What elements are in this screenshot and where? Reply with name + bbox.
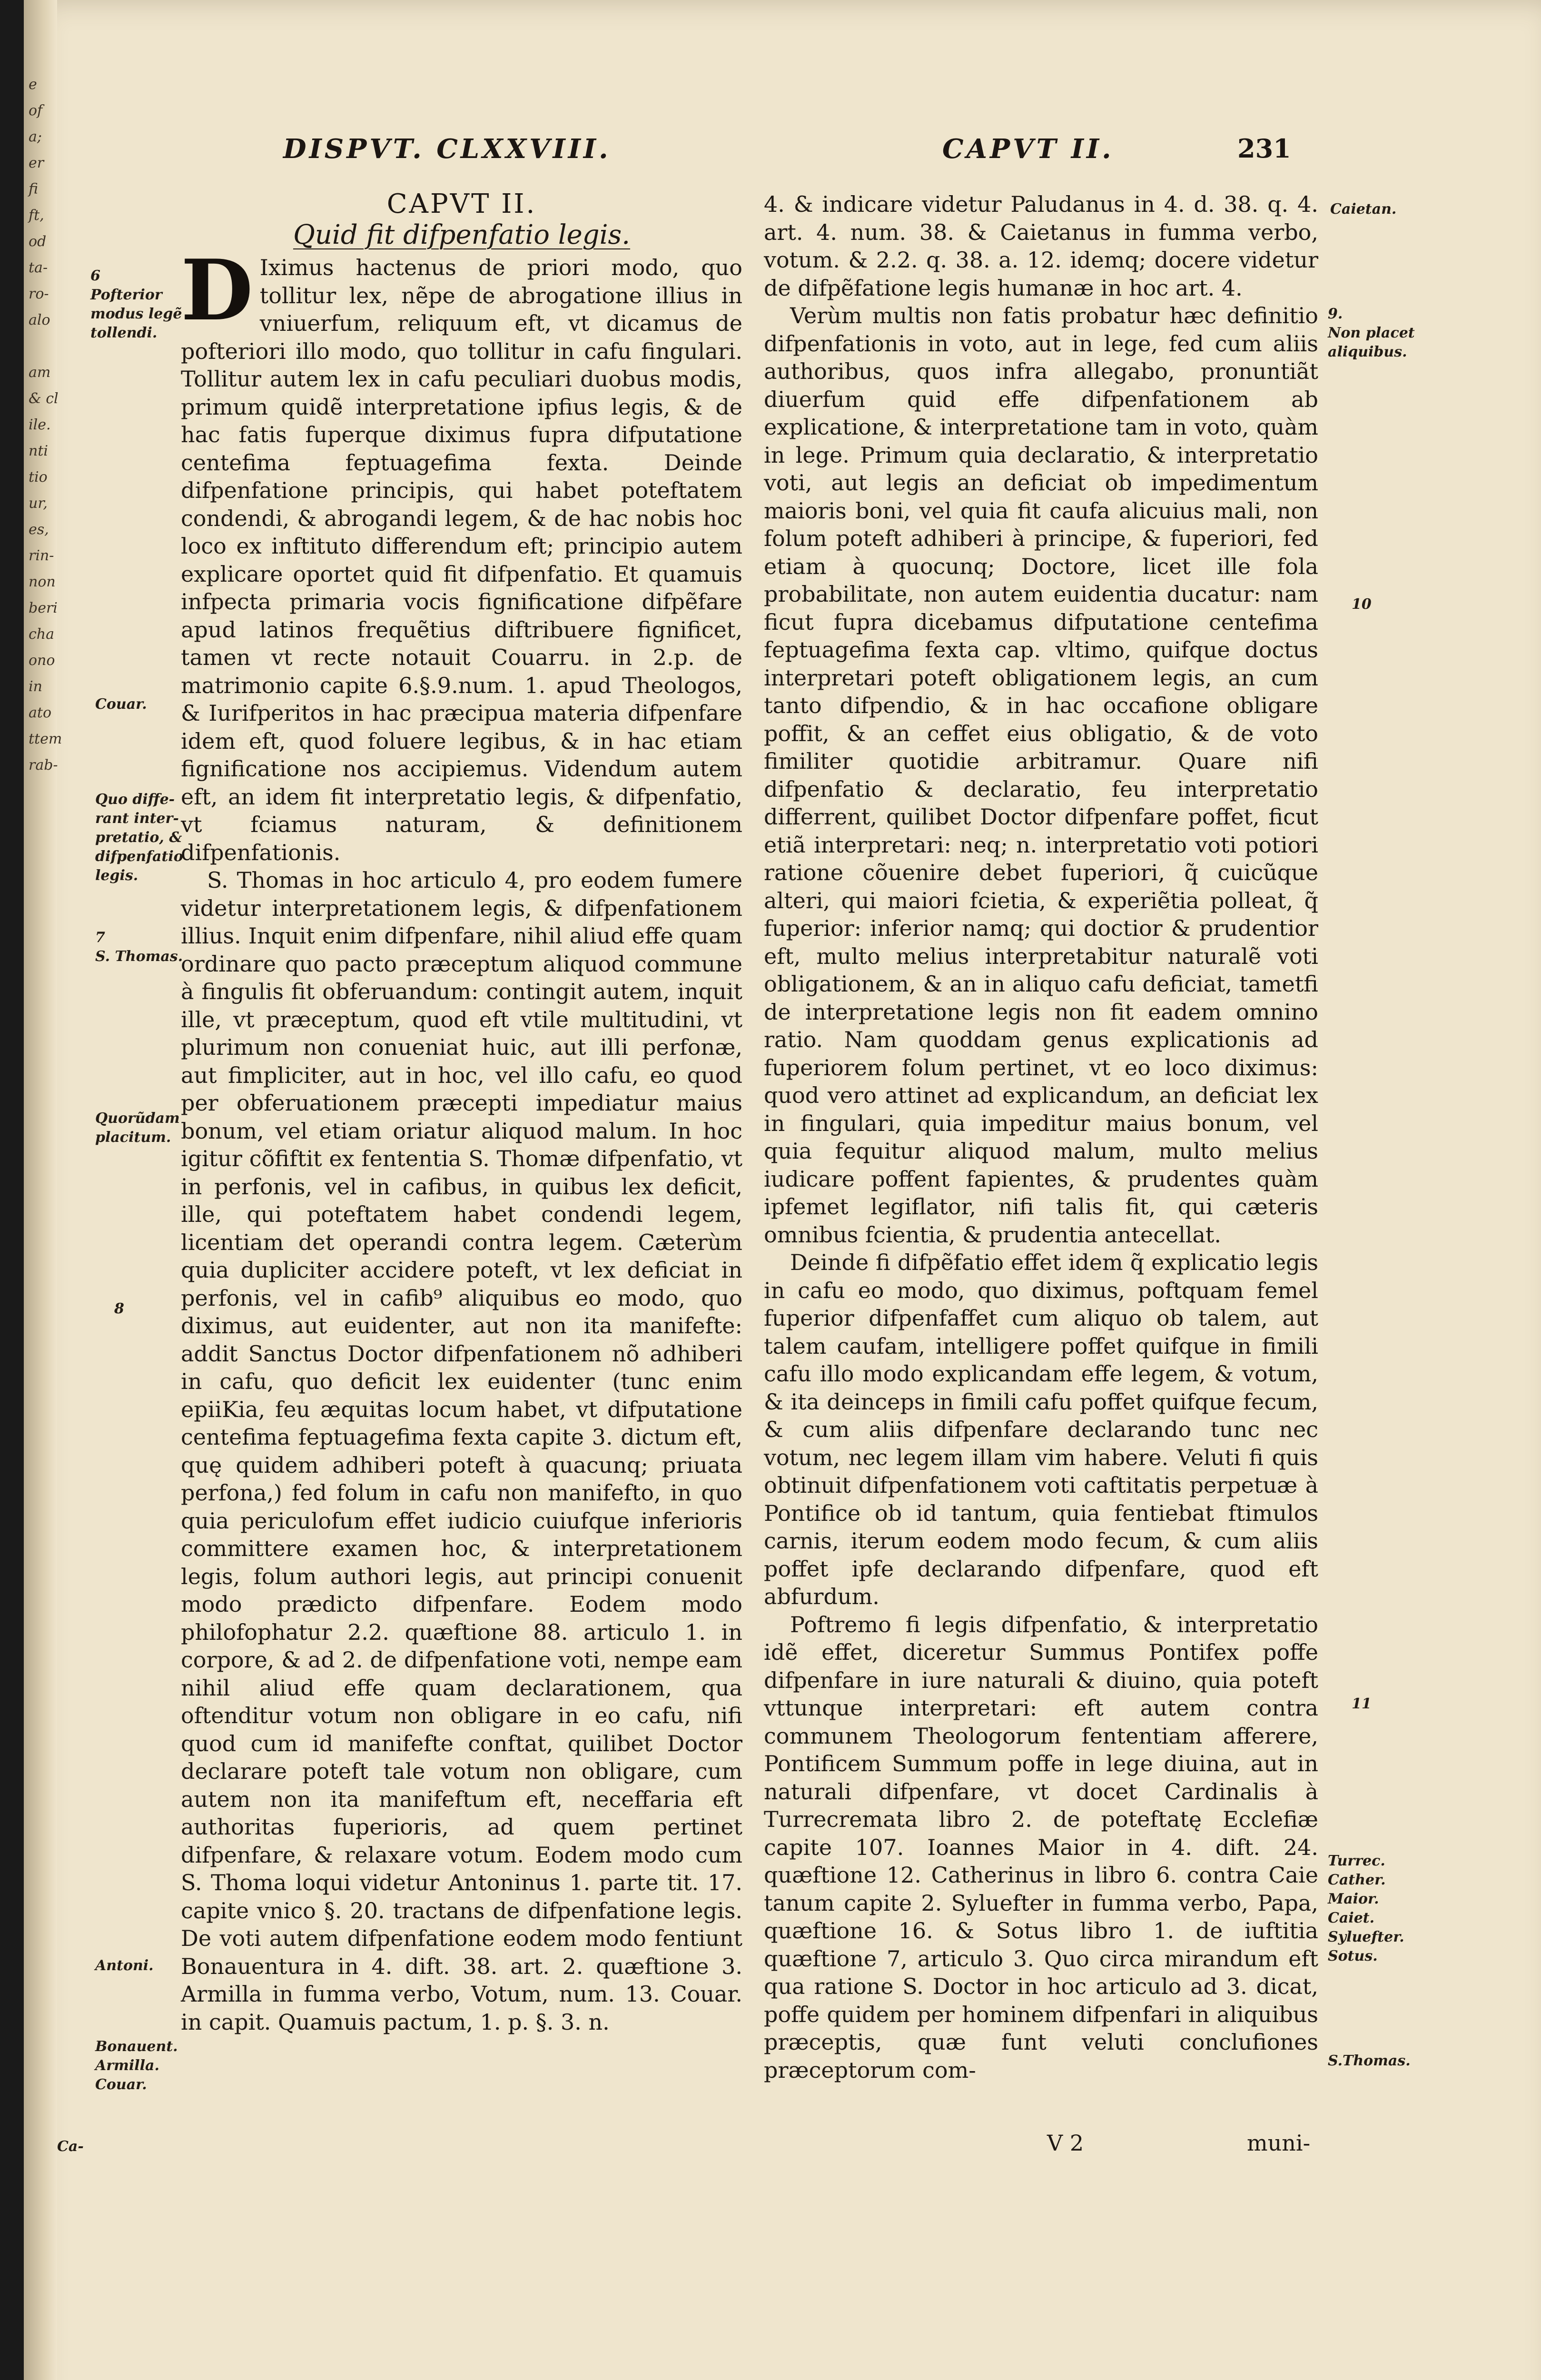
catchword: muni- — [1247, 2130, 1311, 2156]
margin-note: 6 Pofterior modus legẽ tollendi. — [90, 268, 182, 341]
margin-note: S.Thomas. — [1328, 2053, 1411, 2069]
previous-page-fragment: am — [29, 364, 51, 381]
chapter-title: CAPVT II. — [386, 188, 537, 219]
margin-note: 9. Non placet aliquibus. — [1328, 306, 1415, 360]
previous-page-fragment: nti — [29, 443, 48, 459]
previous-page-fragment: of — [29, 102, 43, 119]
previous-page-fragment: rin- — [29, 547, 54, 564]
previous-page-fragment: cha — [29, 626, 55, 643]
signature-mark: V 2 — [1047, 2130, 1084, 2156]
previous-page-fragment: fi — [29, 181, 39, 198]
running-header — [24, 133, 1541, 176]
right-paragraph-4: Poftremo fi legis difpenfatio, & interpretatio idẽ effet, diceretur Summus Pontifex poffe difpenfare in iure naturali & diuino, quia poteft vttunque interpretari: eft autem contra communem Theologorum fententiam afferere, Pontificem Summum poffe in lege diuina, aut in naturali difpenfare, vt docet Cardinalis à Turrecremata libro 2. de poteftatę Ecclefiæ capite 107. Ioannes Maior in 4. dift. 24. quæftione 12. Catherinus in libro 6. contra Caie tanum capite 2. Syluefter in fumma verbo, Papa, quæftione 16. & Sotus libro 1. de iuftitia quæftione 7, articulo 3. Quo circa mirandum eft qua ratione S. Doctor in hoc articulo ad 3. dicat, poffe quidem per hominem difpenfari in aliquibus præceptis, quæ funt veluti conclufiones præceptorum com- — [764, 1611, 1318, 2083]
margin-note: Couar. — [95, 696, 147, 713]
previous-page-fragment: e — [29, 76, 37, 93]
previous-page-fragment: ro- — [29, 286, 49, 302]
previous-page-edge-text — [29, 71, 62, 778]
margin-note: Quorũdam placitum. — [95, 1110, 180, 1146]
previous-page-fragment: od — [29, 233, 47, 250]
previous-page-fragment: beri — [29, 600, 58, 616]
margin-note: Turrec. Cather. Maior. Caiet. Syluefter. Sotus. — [1328, 1853, 1404, 1964]
chapter-subtitle: Quid fit difpenfatio legis. — [293, 219, 631, 250]
previous-page-fragment: es, — [29, 521, 49, 538]
margin-note: 7 S. Thomas. — [95, 929, 183, 965]
header-left: DISPVT. CLXXVIII. — [283, 133, 611, 165]
previous-page-fragment: non — [29, 574, 56, 590]
previous-page-fragment: in — [29, 678, 42, 695]
previous-page-fragment: & cl — [29, 390, 59, 407]
margin-note: 11 — [1352, 1696, 1372, 1712]
previous-page-fragment: ur, — [29, 495, 48, 512]
previous-page-fragment: er — [29, 155, 44, 171]
previous-page-fragment: tio — [29, 469, 48, 486]
right-column — [764, 190, 1318, 2084]
page-number: 231 — [1237, 133, 1291, 164]
previous-page-fragment — [29, 333, 55, 359]
margin-note: 8 — [114, 1300, 124, 1317]
previous-page-fragment: rab- — [29, 757, 58, 774]
book-page — [24, 0, 1541, 2380]
margin-note: Quo diffe- rant inter- pretatio, & difpenfatio legis. — [95, 791, 183, 884]
right-paragraph-1: 4. & indicare videtur Paludanus in 4. d. 38. q. 4. art. 4. num. 38. & Caietanus in fumma verbo, votum. & 2.2. q. 38. a. 12. idemq; docere videtur de difpẽfatione legis humanæ in hoc art. 4. — [764, 191, 1318, 301]
margin-note: Ca- — [57, 2138, 84, 2155]
right-paragraph-2: Verùm multis non fatis probatur hæc definitio difpenfationis in voto, aut in lege, fed cum aliis authoribus, quos infra allegabo, pronuntiãt diuerfum quid effe difpenfationem ab explicatione, & interpretatione tam in voto, quàm in lege. Primum quia declaratio, & interpretatio voti, aut legis an deficiat ob impedimentum maioris boni, vel quia fit caufa alicuius mali, non folum poteft adhiberi à principe, & fuperiori, fed etiam à quocunq; Doctore, licet ille fola probabilitate, non autem euidentia ducatur: nam ficut fupra dicebamus difputatione centefima feptuagefima fexta cap. vltimo, quifque doctus interpretari poteft obligationem legis, an cum tanto difpendio, & in hac occafione obligare poffit, & an ceffet eius obligatio, & de voto fimiliter quotidie arbitramur. Quare nifi difpenfatio & declaratio, feu interpretatio differrent, quilibet Doctor difpenfare poffet, ficut etiã interpretari: neq; n. interpretatio voti potiori ratione cõuenire debet fuperiori, q̃ cuicũque alteri, qui maiori fcietia, & experiẽtia polleat, q̃ fuperior: inferior namq; qui doctior & prudentior eft, multo melius interpretabitur naturalẽ voti obligationem, & an in aliquo cafu deficiat, tametfi de interpretatione legis non fit eadem omnino ratio. Nam quoddam genus explicationis ad fuperiorem folum pertinet, vt eo loco diximus: quod vero attinet ad explicandum, an deficiat lex in fingulari, quia impeditur maius bonum, vel quia fequitur aliquod malum, multo melius iudicare poffent fapientes, & prudentes quàm ipfemet legiflator, nifi talis fit, qui cæteris omnibus fcientia, & prudentia antecellat. — [764, 303, 1318, 1248]
previous-page-fragment: ft, — [29, 207, 44, 224]
previous-page-fragment: ato — [29, 704, 52, 721]
previous-page-fragment: alo — [29, 312, 50, 328]
previous-page-fragment: ono — [29, 652, 55, 669]
previous-page-fragment: ile. — [29, 416, 51, 433]
previous-page-fragment: ta- — [29, 259, 48, 276]
header-center: CAPVT II. — [942, 133, 1114, 165]
left-paragraph-2: S. Thomas in hoc articulo 4, pro eodem fumere videtur interpretationem legis, & difpenfationem illius. Inquit enim difpenfare, nihil aliud effe quam ordinare quo pacto præceptum aliquod commune à fingulis fit obferuandum: contingit autem, inquit ille, vt præceptum, quod eft vtile multitudini, vt plurimum non conueniat huic, aut illi perfonæ, aut fimpliciter, aut in hoc, vel illo cafu, eo quod per obferuationem præcepti impediatur maius bonum, vel etiam oriatur aliquod malum. In hoc igitur cõfiftit ex fententia S. Thomæ difpenfatio, vt in perfonis, vel in cafibus, in quibus lex deficit, ille, qui poteftatem habet condendi legem, licentiam det operandi contra legem. Cæterùm quia dupliciter accidere poteft, vt lex deficiat in perfonis, vel in cafib⁹ aliquibus eo modo, quo diximus, aut euidenter, aut non ita manifefte: addit Sanctus Doctor difpenfationem nõ adhiberi in cafu, quo deficit lex euidenter (tunc enim epiiKia, feu æquitas locum habet, vt difputatione centefima feptuagefima fexta capite 3. dictum eft, quę quidem adhiberi poteft à quacunq; priuata perfona,) fed folum in cafu non manifefto, in quo quia periculofum effet iudicio cuiufque inferioris committere examen hoc, & interpretationem legis, folum authori legis, aut principi conuenit modo prædicto difpenfare. Eodem modo philofophatur 2.2. quæftione 88. articulo 1. in corpore, & ad 2. de difpenfatione voti, nempe eam nihil aliud effe quam declarationem, qua oftenditur votum non obligare in eo cafu, nifi quod cum id manifefte conftat, quilibet Doctor declarare poteft tale votum non obligare, cum autem non ita manifeftum eft, neceffaria eft authoritas fuperioris, ad quem pertinet difpenfare, & relaxare votum. Eodem modo cum S. Thoma loqui videtur Antoninus 1. parte tit. 17. capite vnico §. 20. tractans de difpenfatione legis. De voti autem difpenfatione eodem modo fentiunt Bonauentura in 4. dift. 38. art. 2. quæftione 3. Armilla in fumma verbo, Votum, num. 13. Couar. in capit. Quamuis pactum, 1. p. §. 3. n. — [181, 867, 742, 2035]
margin-note: Bonauent. Armilla. Couar. — [95, 2038, 178, 2093]
margin-note: Caietan. — [1330, 201, 1397, 218]
right-paragraph-3: Deinde fi difpẽfatio effet idem q̃ explicatio legis in cafu eo modo, quo diximus, poftquam femel fuperior difpenfaffet cum aliquo ob talem, aut talem caufam, intelligere poffet quifque in fimili cafu illo modo explicandam effe legem, & votum, & ita deinceps in fimili cafu poffet quifque fecum, & cum aliis difpenfare declarando tunc nec votum, nec legem illam vim habere. Veluti fi quis obtinuit difpenfationem voti caftitatis perpetuæ à Pontifice ob id tantum, quia fentiebat ftimulos carnis, iterum eodem modo fecum, & cum aliis poffet ipfe declarando difpenfare, quod eft abfurdum. — [764, 1250, 1318, 1609]
drop-cap: D — [181, 242, 253, 339]
left-paragraph-1: D Iximus hactenus de priori modo, quo tollitur lex, nẽpe de abrogatione illius in vniuerfum, reliquum eft, vt dicamus de pofteriori illo modo, quo tollitur in cafu fingulari. Tollitur autem lex in cafu peculiari duobus modis, primum quidẽ interpretatione ipfius legis, & de hac fatis fuperque diximus fupra difputatione centefima feptuagefima fexta. Deinde difpenfatione principis, qui habet poteftatem condendi, & abrogandi legem, & de hac nobis hoc loco ex inftituto differendum eft; principio autem explicare oportet quid fit difpenfatio. Et quamuis infpecta primaria vocis fignificatione difpẽfare apud latinos frequẽtius diftribuere fignificet, tamen vt recte notauit Couarru. in 2.p. de matrimonio capite 6.§.9.num. 1. apud Theologos, & Iurifperitos in hac præcipua materia difpenfare idem eft, quod foluere legibus, & in hac etiam fignificatione nos accipiemus. Videndum autem eft, an idem fit interpretatio legis, & difpenfatio, vt fciamus naturam, & definitionem difpenfationis. — [181, 242, 742, 865]
previous-page-fragment: ttem — [29, 731, 62, 747]
margin-note: 10 — [1352, 596, 1372, 613]
previous-page-fragment: a; — [29, 129, 42, 145]
left-column — [181, 190, 742, 2036]
margin-note: Antoni. — [95, 1957, 154, 1974]
